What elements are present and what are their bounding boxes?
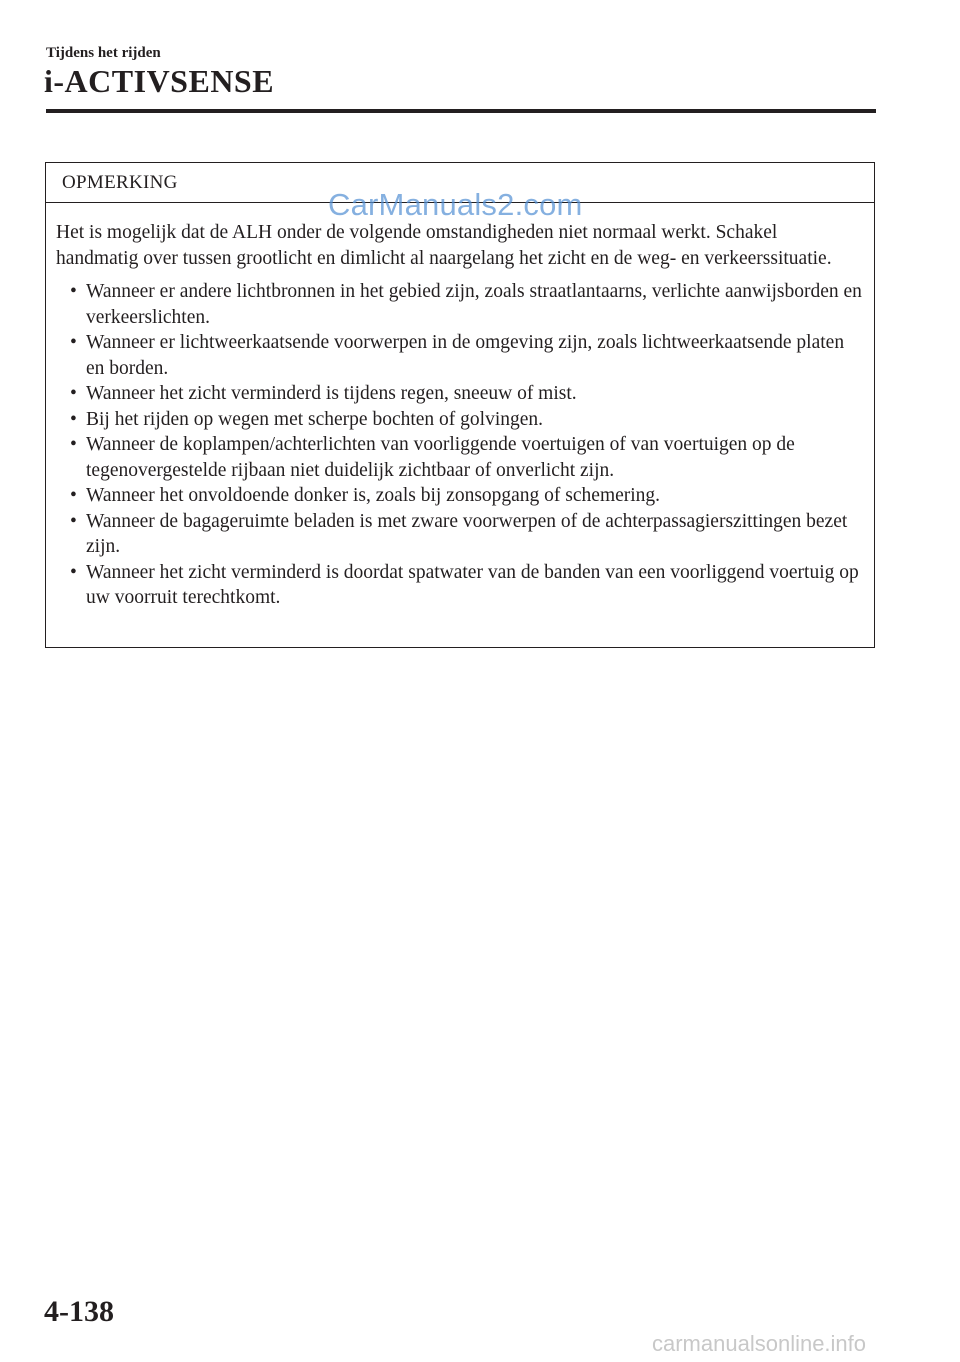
list-item <box>70 509 864 560</box>
bullet-icon: • <box>70 332 77 353</box>
bullet-icon: • <box>70 561 77 583</box>
list-item <box>70 432 864 483</box>
list-item <box>70 483 864 509</box>
bullet-icon: • <box>70 510 77 532</box>
note-title: OPMERKING <box>46 163 874 203</box>
bullet-icon: • <box>70 434 77 455</box>
note-bullet-list <box>56 279 864 611</box>
list-item-text: Bij het rijden op wegen met scherpe bochten of golvingen. <box>86 408 544 430</box>
list-item-text: Wanneer de koplampen/achterlichten van voorliggende voertuigen of van voertuigen op de tegenovergestelde rijbaan niet duidelijk zichtbaar of onverlicht zijn. <box>86 434 795 481</box>
header-divider <box>46 109 876 113</box>
list-item-text: Wanneer het zicht verminderd is tijdens regen, sneeuw of mist. <box>86 383 577 404</box>
list-item <box>70 560 864 611</box>
watermark: CarManuals2.com <box>328 187 583 222</box>
list-item-text: Wanneer het onvoldoende donker is, zoals bij zonsopgang of schemering. <box>86 485 661 506</box>
list-item-text: Wanneer het zicht verminderd is doordat spatwater van de banden van een voorliggend voertuig op uw voorruit terechtkomt. <box>86 561 859 608</box>
note-intro: Het is mogelijk dat de ALH onder de volgende omstandigheden niet normaal werkt. Schakel handmatig over tussen grootlicht en dimlicht al naargelang het zicht en de weg- en verkeerssituatie. <box>56 222 832 269</box>
list-item <box>70 330 864 381</box>
list-item-text: Wanneer de bagageruimte beladen is met zware voorwerpen of de achterpassagierszittingen bezet zijn. <box>86 510 848 557</box>
chapter-title: i-ACTIVSENSE <box>44 63 275 99</box>
bullet-icon: • <box>70 383 77 404</box>
list-item-text: Wanneer er andere lichtbronnen in het gebied zijn, zoals straatlantaarns, verlichte aanwijsborden en verkeerslichten. <box>86 281 862 328</box>
list-item <box>70 381 864 407</box>
note-box <box>45 162 875 648</box>
footer-site-watermark: carmanualsonline.info <box>652 1331 867 1356</box>
list-item <box>70 279 864 330</box>
section-label: Tijdens het rijden <box>46 45 161 61</box>
page-number: 4-138 <box>44 1295 114 1328</box>
list-item-text: Wanneer er lichtweerkaatsende voorwerpen in de omgeving zijn, zoals lichtweerkaatsende platen en borden. <box>86 332 845 379</box>
list-item <box>70 407 864 433</box>
bullet-icon: • <box>70 281 77 302</box>
bullet-icon: • <box>70 408 77 430</box>
bullet-icon: • <box>70 485 77 506</box>
note-body <box>46 203 874 611</box>
